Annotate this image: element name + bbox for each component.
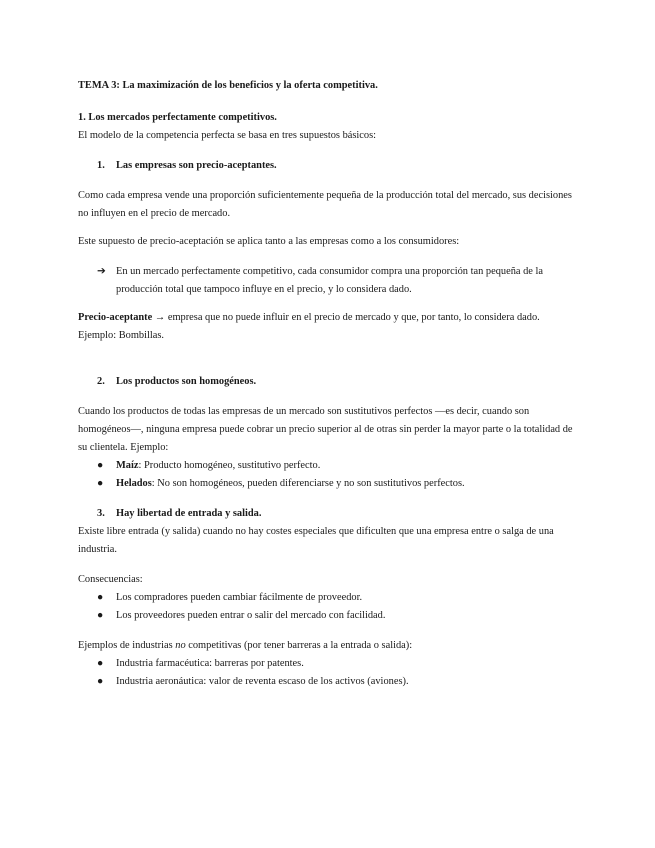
assumption-1-heading (78, 157, 578, 175)
list-item-term: Helados (116, 478, 152, 489)
assumption-3-paragraph-1: Existe libre entrada (y salida) cuando no hay costes especiales que dificulten que una empresa entre o salga de una industria. (78, 526, 554, 555)
list-item (78, 673, 578, 691)
assumption-1-paragraph-1: Como cada empresa vende una proporción suficientemente pequeña de la producción total del mercado, sus decisiones no influyen en el precio de mercado. (78, 190, 572, 219)
bullet-icon: ● (97, 610, 104, 621)
assumption-2-heading (78, 373, 578, 391)
homogeneous-examples-list (78, 457, 578, 493)
list-item (78, 457, 578, 475)
bullet-icon: ● (97, 478, 104, 489)
assumption-3-title: Hay libertad de entrada y salida. (116, 508, 262, 519)
section-1-heading: 1. Los mercados perfectamente competitivos. (78, 112, 277, 123)
definition-term: Precio-aceptante (78, 312, 153, 323)
assumption-3-heading (78, 505, 578, 523)
assumption-1-title: Las empresas son precio-aceptantes. (116, 160, 277, 171)
examples-intro-post: competitivas (por tener barreras a la entrada o salida): (185, 640, 413, 651)
list-item-text: Industria farmacéutica: barreras por patentes. (116, 658, 304, 669)
document-page (78, 77, 578, 691)
arrow-list-item (78, 263, 578, 299)
bullet-icon: ● (97, 592, 104, 603)
assumption-1-paragraph-2: Este supuesto de precio-aceptación se aplica tanto a las empresas como a los consumidores: (78, 236, 460, 247)
definition-paragraph (78, 309, 578, 345)
assumption-2-paragraph-1: Cuando los productos de todas las empresas de un mercado son sustitutivos perfectos —es decir, cuando son homogéneos—, ninguna empresa puede cobrar un precio superior al de otras sin perder la mayor parte o la totalidad de su clientela. Ejemplo: (78, 406, 573, 453)
non-competitive-examples-list (78, 655, 578, 691)
examples-intro (78, 637, 578, 655)
list-item (78, 475, 578, 493)
list-item-text: : Producto homogéneo, sustitutivo perfecto. (138, 460, 321, 471)
arrow-item-text: En un mercado perfectamente competitivo, cada consumidor compra una proporción tan pequeña de la producción total que tampoco influye en el precio, y lo considera dado. (116, 266, 544, 295)
assumption-2-title: Los productos son homogéneos. (116, 376, 257, 387)
list-item-text: : No son homogéneos, pueden diferenciarse y no son sustitutivos perfectos. (151, 478, 465, 489)
list-item-text: Industria aeronáutica: valor de reventa escaso de los activos (aviones). (116, 676, 409, 687)
list-item (78, 655, 578, 673)
list-item (78, 607, 578, 625)
bullet-icon: ● (97, 658, 104, 669)
examples-intro-pre: Ejemplos de industrias (78, 640, 176, 651)
list-item (78, 589, 578, 607)
arrow-icon: ➔ (97, 266, 106, 277)
assumption-3-number: 3. (97, 508, 105, 519)
bullet-icon: ● (97, 460, 104, 471)
consequences-label: Consecuencias: (78, 574, 143, 585)
examples-intro-emphasis: no (175, 640, 186, 651)
assumption-2-number: 2. (97, 376, 105, 387)
definition-text: → empresa que no puede influir en el precio de mercado y que, por tanto, lo considera dado. Ejemplo: Bombillas. (78, 312, 540, 341)
section-1-intro: El modelo de la competencia perfecta se basa en tres supuestos básicos: (78, 130, 377, 141)
document-title: TEMA 3: La maximización de los beneficios y la oferta competitiva. (78, 80, 378, 91)
list-item-text: Los compradores pueden cambiar fácilmente de proveedor. (116, 592, 363, 603)
assumption-1-number: 1. (97, 160, 105, 171)
list-item-term: Maíz (116, 460, 139, 471)
bullet-icon: ● (97, 676, 104, 687)
list-item-text: Los proveedores pueden entrar o salir del mercado con facilidad. (116, 610, 386, 621)
consequences-list (78, 589, 578, 625)
